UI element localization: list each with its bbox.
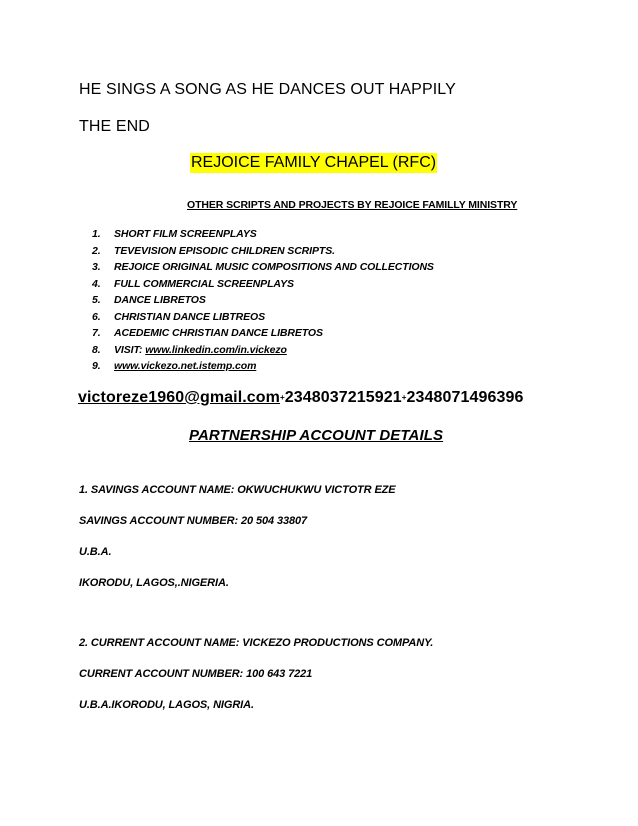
list-item-text: REJOICE ORIGINAL MUSIC COMPOSITIONS AND COLLECTIONS xyxy=(114,261,434,273)
list-item-number: 2. xyxy=(92,244,101,257)
visit-label: VISIT: xyxy=(114,343,146,356)
contact-line xyxy=(78,390,524,406)
list-item-number: 7. xyxy=(92,327,101,339)
savings-account-number: SAVINGS ACCOUNT NUMBER: 20 504 33807 xyxy=(79,515,308,527)
phone-separator: + xyxy=(280,393,285,402)
phone-number-1: 2348037215921 xyxy=(284,389,402,406)
list-item-number: 8. xyxy=(92,343,101,356)
list-item-text: CHRISTIAN DANCE LIBTREOS xyxy=(114,310,266,323)
list-item-text: ACEDEMIC CHRISTIAN DANCE LIBRETOS xyxy=(114,327,323,339)
list-item-number: 3. xyxy=(92,261,101,273)
list-item-text: FULL COMMERCIAL SCREENPLAYS xyxy=(114,277,294,290)
email-link[interactable]: victoreze1960@gmail.com xyxy=(78,389,280,406)
story-end-line: THE END xyxy=(79,118,150,135)
current-account-bank-location: U.B.A.IKORODU, LAGOS, NIGRIA. xyxy=(79,699,254,711)
website-link[interactable]: www.vickezo.net.istemp.com xyxy=(114,360,257,372)
savings-account-name: 1. SAVINGS ACCOUNT NAME: OKWUCHUKWU VICTOTR EZE xyxy=(79,484,396,496)
savings-account-location: IKORODU, LAGOS,.NIGERIA. xyxy=(79,577,229,589)
list-item-text: TEVEVISION EPISODIC CHILDREN SCRIPTS. xyxy=(114,244,335,257)
current-account-number: CURRENT ACCOUNT NUMBER: 100 643 7221 xyxy=(79,668,313,680)
list-item-text xyxy=(114,359,256,373)
linkedin-link[interactable]: www.linkedin.com/in.vickezo xyxy=(145,343,287,356)
list-item-text xyxy=(114,343,287,357)
phone-number-2: 2348071496396 xyxy=(406,389,524,406)
list-item-number: 9. xyxy=(92,360,101,372)
partnership-heading: PARTNERSHIP ACCOUNT DETAILS xyxy=(189,427,444,444)
scripts-heading: OTHER SCRIPTS AND PROJECTS BY REJOICE FAMILLY MINISTRY xyxy=(187,199,518,211)
church-title-highlight: REJOICE FAMILY CHAPEL (RFC) xyxy=(191,154,437,171)
list-item-text: SHORT FILM SCREENPLAYS xyxy=(114,228,257,240)
list-item-number: 1. xyxy=(92,228,101,240)
list-item-number: 5. xyxy=(92,294,101,306)
phone-separator: + xyxy=(401,393,407,402)
list-item-text: DANCE LIBRETOS xyxy=(114,294,206,306)
list-item-number: 6. xyxy=(92,310,101,323)
savings-account-bank: U.B.A. xyxy=(79,546,112,558)
church-title xyxy=(190,155,437,171)
current-account-name: 2. CURRENT ACCOUNT NAME: VICKEZO PRODUCTIONS COMPANY. xyxy=(79,637,434,649)
story-closing-line: HE SINGS A SONG AS HE DANCES OUT HAPPILY xyxy=(79,81,456,98)
list-item-number: 4. xyxy=(92,277,101,290)
